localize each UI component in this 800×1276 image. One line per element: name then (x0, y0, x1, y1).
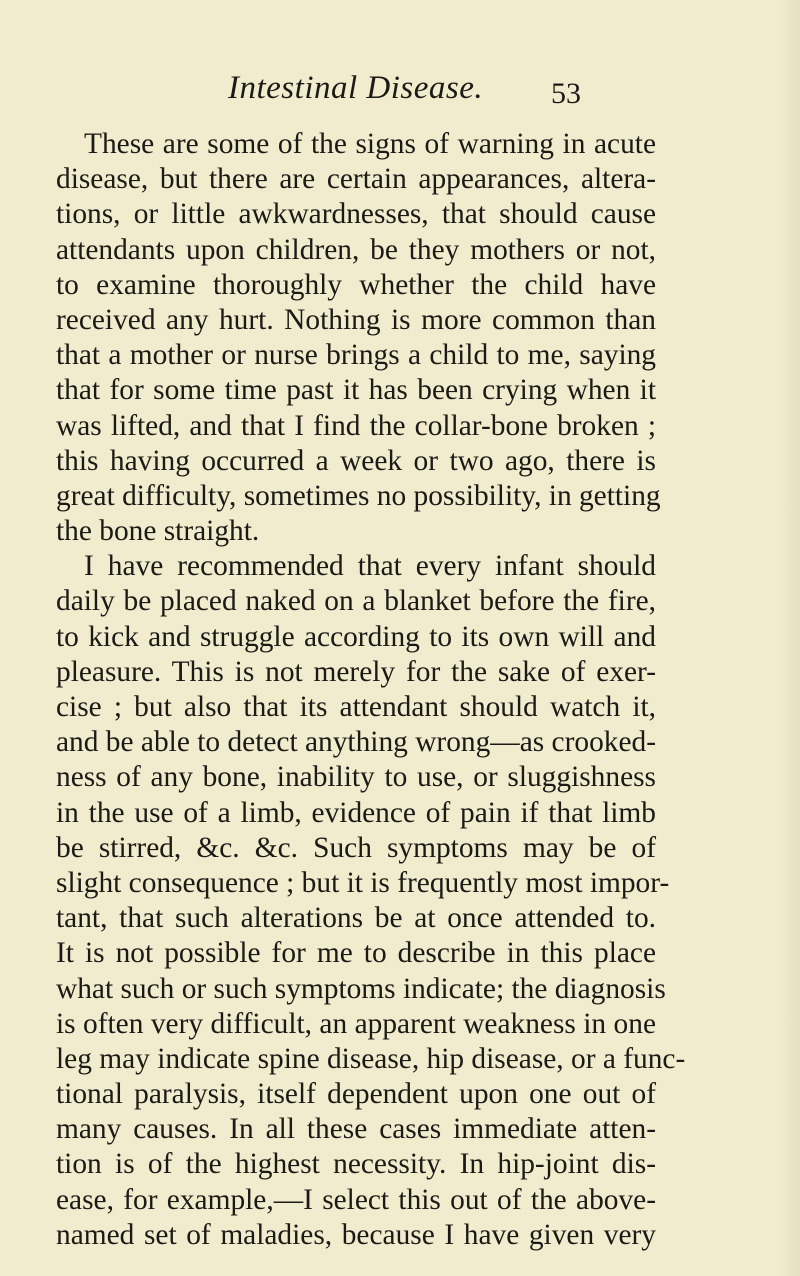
text-line: named set of maladies, because I have given very (56, 1218, 656, 1251)
text-line: disease, but there are certain appearances, altera- (56, 163, 656, 196)
text-line: tional paralysis, itself dependent upon one out of (56, 1078, 656, 1111)
page-number: 53 (551, 77, 581, 110)
body-text (56, 127, 686, 1253)
text-line: that for some time past it has been crying when it (56, 374, 656, 407)
text-line: These are some of the signs of warning in acute (84, 128, 656, 160)
text-line: pleasure. This is not merely for the sake of exer- (56, 655, 656, 688)
text-line: to kick and struggle according to its own will and (56, 620, 656, 653)
text-line: daily be placed naked on a blanket before the fire, (56, 585, 656, 618)
text-line: tions, or little awkwardnesses, that should cause (56, 198, 656, 231)
text-line: It is not possible for me to describe in this place (56, 937, 656, 970)
text-line: many causes. In all these cases immediate atten- (56, 1113, 656, 1146)
text-line: in the use of a limb, evidence of pain if that limb (56, 796, 656, 829)
page-edge-shadow (778, 0, 800, 1276)
text-line: tion is of the highest necessity. In hip-joint dis- (56, 1148, 656, 1181)
running-head (0, 66, 800, 110)
running-title: Intestinal Disease. (228, 70, 484, 106)
text-line: this having occurred a week or two ago, there is (56, 444, 656, 477)
text-line: that a mother or nurse brings a child to me, saying (56, 339, 656, 372)
text-line: the bone straight. (56, 515, 260, 548)
text-line: received any hurt. Nothing is more common than (56, 303, 656, 336)
text-line: and be able to detect anything wrong—as crooked- (56, 726, 656, 759)
text-line: tant, that such alterations be at once attended to. (56, 902, 656, 935)
text-line: leg may indicate spine disease, hip disease, or a func- (56, 1042, 686, 1075)
text-line: ease, for example,—I select this out of the above- (56, 1183, 656, 1216)
text-line: cise ; but also that its attendant should watch it, (56, 691, 656, 723)
text-line: what such or such symptoms indicate; the diagnosis (56, 972, 666, 1005)
text-line: slight consequence ; but it is frequently most impor- (56, 866, 670, 899)
text-line: to examine thoroughly whether the child have (56, 268, 656, 301)
text-line: great difficulty, sometimes no possibility, in getting (56, 479, 661, 512)
text-line: attendants upon children, be they mothers or not, (56, 233, 656, 266)
text-line: be stirred, &c. &c. Such symptoms may be of (56, 831, 656, 864)
text-line: was lifted, and that I find the collar-bone broken ; (56, 409, 656, 442)
text-line: is often very difficult, an apparent weakness in one (56, 1007, 656, 1040)
text-line: ness of any bone, inability to use, or sluggishness (56, 761, 656, 794)
text-line: I have recommended that every infant should (84, 550, 656, 583)
